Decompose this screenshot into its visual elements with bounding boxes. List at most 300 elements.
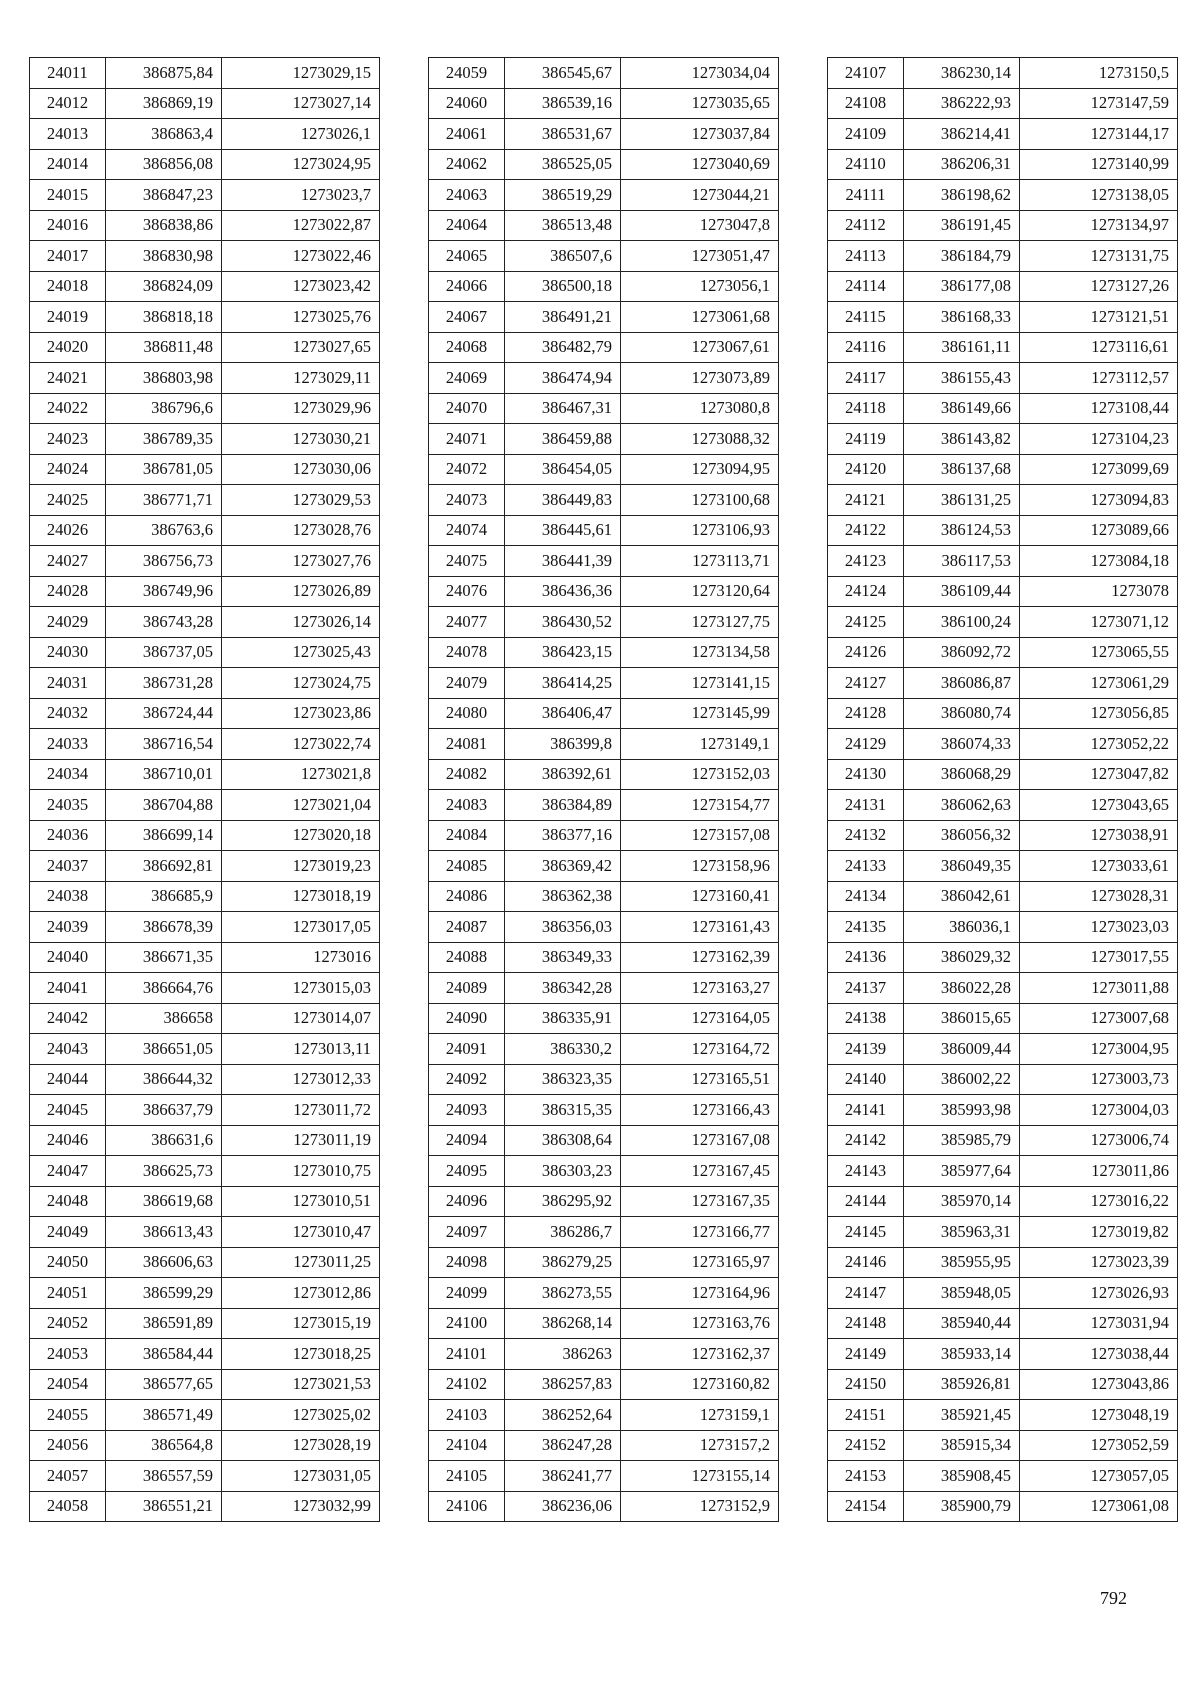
x-coordinate-cell: 386155,43: [904, 363, 1020, 394]
table-row: [30, 1156, 380, 1187]
point-id-cell: 24132: [828, 820, 904, 851]
point-id-cell: 24080: [429, 698, 505, 729]
x-coordinate-cell: 385900,79: [904, 1491, 1020, 1522]
table-row: [429, 454, 779, 485]
table-row: [30, 1308, 380, 1339]
x-coordinate-cell: 386430,52: [505, 607, 621, 638]
x-coordinate-cell: 386323,35: [505, 1064, 621, 1095]
y-coordinate-cell: 1273152,03: [621, 759, 779, 790]
table-row: [30, 759, 380, 790]
point-id-cell: 24122: [828, 515, 904, 546]
point-id-cell: 24054: [30, 1369, 106, 1400]
table-row: [429, 88, 779, 119]
table-row: [429, 1491, 779, 1522]
x-coordinate-cell: 386731,28: [106, 668, 222, 699]
x-coordinate-cell: 386092,72: [904, 637, 1020, 668]
table-row: [30, 241, 380, 272]
x-coordinate-cell: 386644,32: [106, 1064, 222, 1095]
point-id-cell: 24131: [828, 790, 904, 821]
y-coordinate-cell: 1273018,25: [222, 1339, 380, 1370]
point-id-cell: 24062: [429, 149, 505, 180]
y-coordinate-cell: 1273038,91: [1020, 820, 1178, 851]
point-id-cell: 24060: [429, 88, 505, 119]
x-coordinate-cell: 386257,83: [505, 1369, 621, 1400]
table-row: [429, 515, 779, 546]
point-id-cell: 24144: [828, 1186, 904, 1217]
point-id-cell: 24027: [30, 546, 106, 577]
y-coordinate-cell: 1273019,23: [222, 851, 380, 882]
y-coordinate-cell: 1273106,93: [621, 515, 779, 546]
x-coordinate-cell: 386743,28: [106, 607, 222, 638]
table-row: [30, 210, 380, 241]
table-row: [828, 485, 1178, 516]
table-row: [429, 210, 779, 241]
table-row: [828, 332, 1178, 363]
x-coordinate-cell: 386214,41: [904, 119, 1020, 150]
x-coordinate-cell: 386482,79: [505, 332, 621, 363]
point-id-cell: 24149: [828, 1339, 904, 1370]
point-id-cell: 24039: [30, 912, 106, 943]
x-coordinate-cell: 385970,14: [904, 1186, 1020, 1217]
table-row: [429, 424, 779, 455]
table-row: [30, 1095, 380, 1126]
point-id-cell: 24094: [429, 1125, 505, 1156]
table-row: [828, 393, 1178, 424]
point-id-cell: 24035: [30, 790, 106, 821]
x-coordinate-cell: 386369,42: [505, 851, 621, 882]
y-coordinate-cell: 1273025,43: [222, 637, 380, 668]
point-id-cell: 24091: [429, 1034, 505, 1065]
y-coordinate-cell: 1273003,73: [1020, 1064, 1178, 1095]
table-row: [30, 576, 380, 607]
x-coordinate-cell: 386771,71: [106, 485, 222, 516]
x-coordinate-cell: 386869,19: [106, 88, 222, 119]
x-coordinate-cell: 386664,76: [106, 973, 222, 1004]
point-id-cell: 24119: [828, 424, 904, 455]
table-row: [429, 729, 779, 760]
y-coordinate-cell: 1273011,86: [1020, 1156, 1178, 1187]
x-coordinate-cell: 386241,77: [505, 1461, 621, 1492]
point-id-cell: 24086: [429, 881, 505, 912]
table-row: [429, 1186, 779, 1217]
table-row: [429, 759, 779, 790]
point-id-cell: 24066: [429, 271, 505, 302]
table-row: [429, 1400, 779, 1431]
table-row: [429, 1247, 779, 1278]
x-coordinate-cell: 386303,23: [505, 1156, 621, 1187]
point-id-cell: 24093: [429, 1095, 505, 1126]
point-id-cell: 24101: [429, 1339, 505, 1370]
table-row: [429, 973, 779, 1004]
y-coordinate-cell: 1273134,97: [1020, 210, 1178, 241]
table-row: [828, 1461, 1178, 1492]
point-id-cell: 24128: [828, 698, 904, 729]
y-coordinate-cell: 1273013,11: [222, 1034, 380, 1065]
point-id-cell: 24079: [429, 668, 505, 699]
coordinate-table-1: [29, 57, 380, 1522]
table-row: [30, 546, 380, 577]
point-id-cell: 24099: [429, 1278, 505, 1309]
point-id-cell: 24125: [828, 607, 904, 638]
table-row: [30, 1400, 380, 1431]
y-coordinate-cell: 1273145,99: [621, 698, 779, 729]
table-row: [30, 1125, 380, 1156]
table-row: [429, 912, 779, 943]
y-coordinate-cell: 1273026,89: [222, 576, 380, 607]
coordinate-table-3: [827, 57, 1178, 1522]
table-row: [30, 820, 380, 851]
y-coordinate-cell: 1273023,03: [1020, 912, 1178, 943]
point-id-cell: 24106: [429, 1491, 505, 1522]
table-row: [30, 668, 380, 699]
point-id-cell: 24097: [429, 1217, 505, 1248]
point-id-cell: 24034: [30, 759, 106, 790]
point-id-cell: 24136: [828, 942, 904, 973]
y-coordinate-cell: 1273022,74: [222, 729, 380, 760]
y-coordinate-cell: 1273065,55: [1020, 637, 1178, 668]
point-id-cell: 24083: [429, 790, 505, 821]
y-coordinate-cell: 1273030,06: [222, 454, 380, 485]
table-row: [429, 1003, 779, 1034]
y-coordinate-cell: 1273150,5: [1020, 58, 1178, 89]
x-coordinate-cell: 386445,61: [505, 515, 621, 546]
y-coordinate-cell: 1273080,8: [621, 393, 779, 424]
point-id-cell: 24043: [30, 1034, 106, 1065]
x-coordinate-cell: 386564,8: [106, 1430, 222, 1461]
table-row: [828, 119, 1178, 150]
table-row: [30, 912, 380, 943]
x-coordinate-cell: 386268,14: [505, 1308, 621, 1339]
point-id-cell: 24133: [828, 851, 904, 882]
table-row: [828, 515, 1178, 546]
y-coordinate-cell: 1273104,23: [1020, 424, 1178, 455]
point-id-cell: 24115: [828, 302, 904, 333]
y-coordinate-cell: 1273157,2: [621, 1430, 779, 1461]
x-coordinate-cell: 386551,21: [106, 1491, 222, 1522]
table-row: [429, 241, 779, 272]
y-coordinate-cell: 1273029,15: [222, 58, 380, 89]
y-coordinate-cell: 1273047,82: [1020, 759, 1178, 790]
table-row: [30, 851, 380, 882]
y-coordinate-cell: 1273023,86: [222, 698, 380, 729]
y-coordinate-cell: 1273149,1: [621, 729, 779, 760]
x-coordinate-cell: 386824,09: [106, 271, 222, 302]
table-row: [828, 58, 1178, 89]
point-id-cell: 24028: [30, 576, 106, 607]
y-coordinate-cell: 1273048,19: [1020, 1400, 1178, 1431]
point-id-cell: 24029: [30, 607, 106, 638]
y-coordinate-cell: 1273025,76: [222, 302, 380, 333]
x-coordinate-cell: 386459,88: [505, 424, 621, 455]
point-id-cell: 24046: [30, 1125, 106, 1156]
x-coordinate-cell: 386803,98: [106, 363, 222, 394]
y-coordinate-cell: 1273089,66: [1020, 515, 1178, 546]
table-row: [828, 942, 1178, 973]
table-row: [828, 851, 1178, 882]
x-coordinate-cell: 386423,15: [505, 637, 621, 668]
table-row: [30, 393, 380, 424]
point-id-cell: 24026: [30, 515, 106, 546]
y-coordinate-cell: 1273010,47: [222, 1217, 380, 1248]
point-id-cell: 24018: [30, 271, 106, 302]
x-coordinate-cell: 386796,6: [106, 393, 222, 424]
x-coordinate-cell: 386599,29: [106, 1278, 222, 1309]
y-coordinate-cell: 1273016,22: [1020, 1186, 1178, 1217]
y-coordinate-cell: 1273026,93: [1020, 1278, 1178, 1309]
table-row: [30, 180, 380, 211]
x-coordinate-cell: 386571,49: [106, 1400, 222, 1431]
x-coordinate-cell: 385908,45: [904, 1461, 1020, 1492]
y-coordinate-cell: 1273032,99: [222, 1491, 380, 1522]
y-coordinate-cell: 1273147,59: [1020, 88, 1178, 119]
point-id-cell: 24112: [828, 210, 904, 241]
table-row: [30, 1247, 380, 1278]
x-coordinate-cell: 386161,11: [904, 332, 1020, 363]
table-row: [828, 1186, 1178, 1217]
y-coordinate-cell: 1273010,75: [222, 1156, 380, 1187]
y-coordinate-cell: 1273029,96: [222, 393, 380, 424]
x-coordinate-cell: 386198,62: [904, 180, 1020, 211]
y-coordinate-cell: 1273011,88: [1020, 973, 1178, 1004]
x-coordinate-cell: 385963,31: [904, 1217, 1020, 1248]
table-row: [828, 1339, 1178, 1370]
table-row: [429, 302, 779, 333]
x-coordinate-cell: 386519,29: [505, 180, 621, 211]
x-coordinate-cell: 386577,65: [106, 1369, 222, 1400]
y-coordinate-cell: 1273167,45: [621, 1156, 779, 1187]
x-coordinate-cell: 386036,1: [904, 912, 1020, 943]
x-coordinate-cell: 386658: [106, 1003, 222, 1034]
x-coordinate-cell: 385948,05: [904, 1278, 1020, 1309]
x-coordinate-cell: 386441,39: [505, 546, 621, 577]
point-id-cell: 24148: [828, 1308, 904, 1339]
table-row: [30, 424, 380, 455]
x-coordinate-cell: 386591,89: [106, 1308, 222, 1339]
x-coordinate-cell: 386789,35: [106, 424, 222, 455]
point-id-cell: 24120: [828, 454, 904, 485]
table-row: [429, 790, 779, 821]
y-coordinate-cell: 1273020,18: [222, 820, 380, 851]
y-coordinate-cell: 1273165,51: [621, 1064, 779, 1095]
x-coordinate-cell: 386449,83: [505, 485, 621, 516]
y-coordinate-cell: 1273027,14: [222, 88, 380, 119]
point-id-cell: 24150: [828, 1369, 904, 1400]
y-coordinate-cell: 1273067,61: [621, 332, 779, 363]
y-coordinate-cell: 1273033,61: [1020, 851, 1178, 882]
y-coordinate-cell: 1273023,42: [222, 271, 380, 302]
x-coordinate-cell: 386042,61: [904, 881, 1020, 912]
point-id-cell: 24108: [828, 88, 904, 119]
x-coordinate-cell: 386811,48: [106, 332, 222, 363]
y-coordinate-cell: 1273116,61: [1020, 332, 1178, 363]
point-id-cell: 24142: [828, 1125, 904, 1156]
y-coordinate-cell: 1273006,74: [1020, 1125, 1178, 1156]
y-coordinate-cell: 1273031,05: [222, 1461, 380, 1492]
x-coordinate-cell: 386513,48: [505, 210, 621, 241]
x-coordinate-cell: 386716,54: [106, 729, 222, 760]
y-coordinate-cell: 1273100,68: [621, 485, 779, 516]
table-row: [828, 1430, 1178, 1461]
x-coordinate-cell: 385985,79: [904, 1125, 1020, 1156]
x-coordinate-cell: 386356,03: [505, 912, 621, 943]
point-id-cell: 24105: [429, 1461, 505, 1492]
x-coordinate-cell: 385977,64: [904, 1156, 1020, 1187]
point-id-cell: 24082: [429, 759, 505, 790]
x-coordinate-cell: 386678,39: [106, 912, 222, 943]
x-coordinate-cell: 386068,29: [904, 759, 1020, 790]
y-coordinate-cell: 1273071,12: [1020, 607, 1178, 638]
y-coordinate-cell: 1273167,35: [621, 1186, 779, 1217]
y-coordinate-cell: 1273021,53: [222, 1369, 380, 1400]
table-row: [828, 1064, 1178, 1095]
x-coordinate-cell: 386273,55: [505, 1278, 621, 1309]
point-id-cell: 24068: [429, 332, 505, 363]
point-id-cell: 24140: [828, 1064, 904, 1095]
table-row: [429, 607, 779, 638]
y-coordinate-cell: 1273166,77: [621, 1217, 779, 1248]
x-coordinate-cell: 386619,68: [106, 1186, 222, 1217]
point-id-cell: 24056: [30, 1430, 106, 1461]
x-coordinate-cell: 386414,25: [505, 668, 621, 699]
point-id-cell: 24103: [429, 1400, 505, 1431]
y-coordinate-cell: 1273021,04: [222, 790, 380, 821]
table-row: [429, 851, 779, 882]
point-id-cell: 24137: [828, 973, 904, 1004]
y-coordinate-cell: 1273051,47: [621, 241, 779, 272]
point-id-cell: 24145: [828, 1217, 904, 1248]
table-row: [30, 729, 380, 760]
point-id-cell: 24065: [429, 241, 505, 272]
y-coordinate-cell: 1273026,14: [222, 607, 380, 638]
table-row: [828, 454, 1178, 485]
y-coordinate-cell: 1273157,08: [621, 820, 779, 851]
y-coordinate-cell: 1273037,84: [621, 119, 779, 150]
x-coordinate-cell: 386756,73: [106, 546, 222, 577]
table-row: [30, 271, 380, 302]
table-row: [828, 790, 1178, 821]
y-coordinate-cell: 1273004,03: [1020, 1095, 1178, 1126]
x-coordinate-cell: 386637,79: [106, 1095, 222, 1126]
point-id-cell: 24095: [429, 1156, 505, 1187]
point-id-cell: 24037: [30, 851, 106, 882]
x-coordinate-cell: 386080,74: [904, 698, 1020, 729]
x-coordinate-cell: 386295,92: [505, 1186, 621, 1217]
table-row: [828, 759, 1178, 790]
table-row: [828, 881, 1178, 912]
table-row: [30, 1491, 380, 1522]
x-coordinate-cell: 386168,33: [904, 302, 1020, 333]
y-coordinate-cell: 1273078: [1020, 576, 1178, 607]
y-coordinate-cell: 1273011,25: [222, 1247, 380, 1278]
point-id-cell: 24107: [828, 58, 904, 89]
y-coordinate-cell: 1273164,05: [621, 1003, 779, 1034]
point-id-cell: 24074: [429, 515, 505, 546]
y-coordinate-cell: 1273120,64: [621, 576, 779, 607]
table-row: [429, 1034, 779, 1065]
x-coordinate-cell: 386491,21: [505, 302, 621, 333]
y-coordinate-cell: 1273131,75: [1020, 241, 1178, 272]
x-coordinate-cell: 386685,9: [106, 881, 222, 912]
y-coordinate-cell: 1273061,68: [621, 302, 779, 333]
point-id-cell: 24014: [30, 149, 106, 180]
point-id-cell: 24121: [828, 485, 904, 516]
point-id-cell: 24138: [828, 1003, 904, 1034]
table-row: [828, 241, 1178, 272]
y-coordinate-cell: 1273163,76: [621, 1308, 779, 1339]
table-row: [30, 607, 380, 638]
x-coordinate-cell: 386177,08: [904, 271, 1020, 302]
y-coordinate-cell: 1273031,94: [1020, 1308, 1178, 1339]
x-coordinate-cell: 385915,34: [904, 1430, 1020, 1461]
point-id-cell: 24020: [30, 332, 106, 363]
table-row: [30, 1064, 380, 1095]
point-id-cell: 24084: [429, 820, 505, 851]
y-coordinate-cell: 1273127,75: [621, 607, 779, 638]
table-row: [828, 1278, 1178, 1309]
table-row: [30, 1278, 380, 1309]
table-row: [30, 88, 380, 119]
point-id-cell: 24024: [30, 454, 106, 485]
point-id-cell: 24129: [828, 729, 904, 760]
x-coordinate-cell: 386749,96: [106, 576, 222, 607]
x-coordinate-cell: 386191,45: [904, 210, 1020, 241]
coordinate-table-2: [428, 57, 779, 1522]
point-id-cell: 24096: [429, 1186, 505, 1217]
point-id-cell: 24036: [30, 820, 106, 851]
point-id-cell: 24038: [30, 881, 106, 912]
x-coordinate-cell: 386763,6: [106, 515, 222, 546]
point-id-cell: 24044: [30, 1064, 106, 1095]
y-coordinate-cell: 1273030,21: [222, 424, 380, 455]
point-id-cell: 24098: [429, 1247, 505, 1278]
y-coordinate-cell: 1273029,11: [222, 363, 380, 394]
y-coordinate-cell: 1273021,8: [222, 759, 380, 790]
point-id-cell: 24141: [828, 1095, 904, 1126]
point-id-cell: 24111: [828, 180, 904, 211]
x-coordinate-cell: 386584,44: [106, 1339, 222, 1370]
table-row: [429, 546, 779, 577]
y-coordinate-cell: 1273164,96: [621, 1278, 779, 1309]
point-id-cell: 24123: [828, 546, 904, 577]
point-id-cell: 24089: [429, 973, 505, 1004]
table-row: [429, 363, 779, 394]
y-coordinate-cell: 1273166,43: [621, 1095, 779, 1126]
x-coordinate-cell: 386029,32: [904, 942, 1020, 973]
y-coordinate-cell: 1273015,03: [222, 973, 380, 1004]
point-id-cell: 24031: [30, 668, 106, 699]
point-id-cell: 24116: [828, 332, 904, 363]
y-coordinate-cell: 1273038,44: [1020, 1339, 1178, 1370]
x-coordinate-cell: 386263: [505, 1339, 621, 1370]
table-row: [30, 58, 380, 89]
y-coordinate-cell: 1273017,55: [1020, 942, 1178, 973]
table-row: [828, 1247, 1178, 1278]
y-coordinate-cell: 1273047,8: [621, 210, 779, 241]
x-coordinate-cell: 386252,64: [505, 1400, 621, 1431]
y-coordinate-cell: 1273004,95: [1020, 1034, 1178, 1065]
y-coordinate-cell: 1273044,21: [621, 180, 779, 211]
point-id-cell: 24109: [828, 119, 904, 150]
y-coordinate-cell: 1273127,26: [1020, 271, 1178, 302]
point-id-cell: 24017: [30, 241, 106, 272]
x-coordinate-cell: 386710,01: [106, 759, 222, 790]
x-coordinate-cell: 386692,81: [106, 851, 222, 882]
point-id-cell: 24045: [30, 1095, 106, 1126]
table-row: [828, 546, 1178, 577]
x-coordinate-cell: 386384,89: [505, 790, 621, 821]
x-coordinate-cell: 386137,68: [904, 454, 1020, 485]
table-row: [30, 515, 380, 546]
